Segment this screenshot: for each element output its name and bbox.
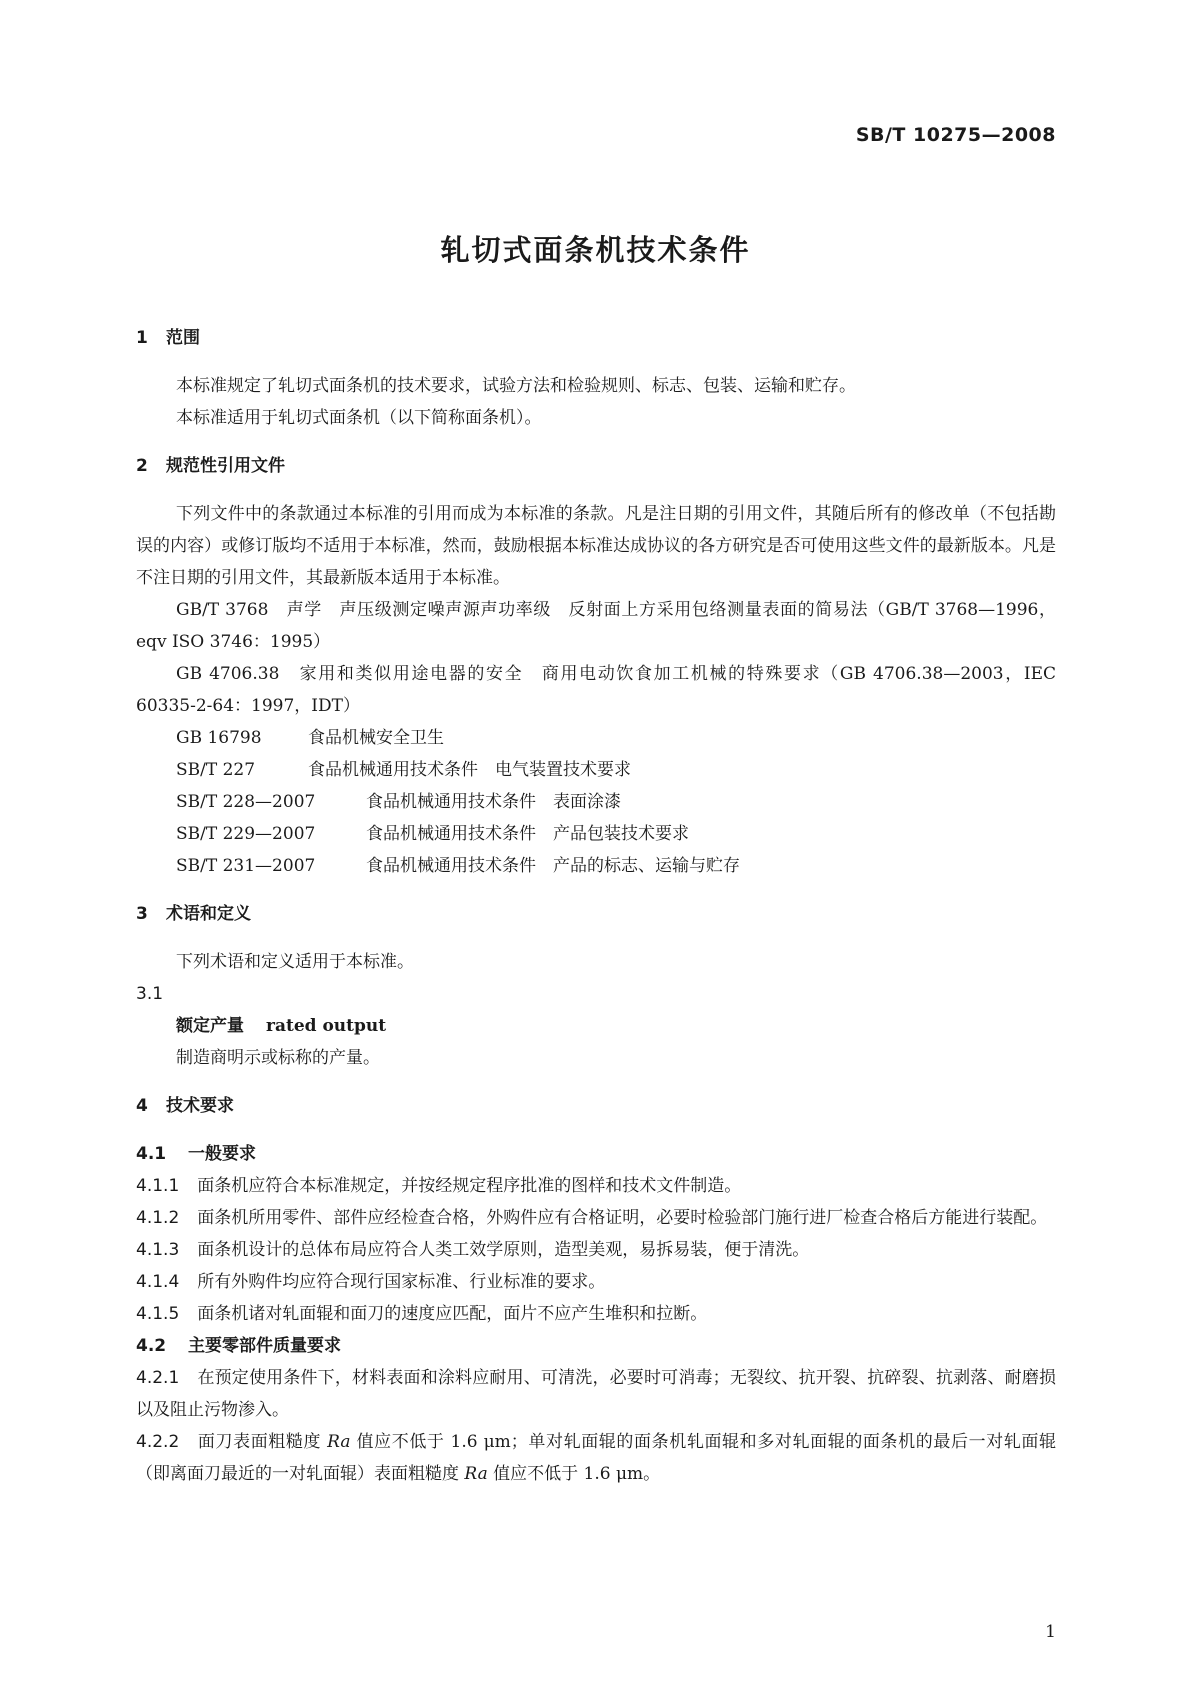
- reference-code: SB/T 229—2007: [176, 824, 316, 844]
- section-heading-1: [136, 322, 1056, 354]
- term-entry: [136, 1010, 1056, 1042]
- clause: [136, 1426, 1056, 1490]
- subsection-number: 4.2: [136, 1336, 167, 1356]
- section-title: 规范性引用文件: [166, 456, 285, 476]
- reference-title: 食品机械通用技术条件 产品的标志、运输与贮存: [366, 856, 740, 876]
- section-number: 1: [136, 328, 148, 348]
- page-number: 1: [1045, 1622, 1056, 1642]
- reference-code: SB/T 228—2007: [176, 792, 316, 812]
- clause-number: 4.1.2: [136, 1208, 180, 1228]
- clause-text-part: 面刀表面粗糙度: [197, 1432, 328, 1452]
- reference-code: SB/T 231—2007: [176, 856, 316, 876]
- section-number: 3: [136, 904, 148, 924]
- document-body: [136, 322, 1056, 1490]
- section-title: 技术要求: [166, 1096, 234, 1116]
- paragraph: 下列文件中的条款通过本标准的引用而成为本标准的条款。凡是注日期的引用文件，其随后所有的修改单（不包括勘误的内容）或修订版均不适用于本标准，然而，鼓励根据本标准达成协议的各方研究是否可使用这些文件的最新版本。凡是不注日期的引用文件，其最新版本适用于本标准。: [136, 504, 1056, 588]
- clause: [136, 1362, 1056, 1426]
- subsection-title: 主要零部件质量要求: [188, 1336, 341, 1356]
- reference-title: 食品机械通用技术条件 电气装置技术要求: [308, 760, 631, 780]
- clause: [136, 1298, 1056, 1330]
- clause-number: 4.2.2: [136, 1432, 180, 1452]
- clause-number: 4.1.3: [136, 1240, 180, 1260]
- reference-title: 食品机械通用技术条件 表面涂漆: [366, 792, 621, 812]
- clause: [136, 1170, 1056, 1202]
- reference-entry: [136, 818, 1056, 850]
- reference-entry: GB/T 3768 声学 声压级测定噪声源声功率级 反射面上方采用包络测量表面的简易法（GB/T 3768—1996，eqv ISO 3746：1995）: [136, 600, 1056, 652]
- clause-number: 4.1.5: [136, 1304, 180, 1324]
- clause-text: 在预定使用条件下，材料表面和涂料应耐用、可清洗，必要时可消毒；无裂纹、抗开裂、抗碎裂、抗剥落、耐磨损以及阻止污物渗入。: [136, 1368, 1056, 1420]
- section-heading-4: [136, 1090, 1056, 1122]
- section-number: 4: [136, 1096, 148, 1116]
- reference-entry: [136, 722, 1056, 754]
- clause-number: 4.1.1: [136, 1176, 180, 1196]
- clause-text: 面条机所用零件、部件应经检查合格，外购件应有合格证明，必要时检验部门施行进厂检查合格后方能进行装配。: [197, 1208, 1048, 1228]
- roughness-symbol: Ra: [464, 1464, 488, 1484]
- clause: [136, 1234, 1056, 1266]
- clause-number: 4.2.1: [136, 1368, 180, 1388]
- section-title: 范围: [166, 328, 200, 348]
- term-english: rated output: [266, 1016, 387, 1036]
- clause-text-part: 值应不低于 1.6 μm；单对轧面辊的面条机轧面辊和多对轧面辊的面条机的最后一对轧面辊（即离面刀最近的一对轧面辊）表面粗糙度: [136, 1432, 1057, 1484]
- clause-text-part: 值应不低于 1.6 μm。: [487, 1464, 661, 1484]
- subsection-title: 一般要求: [188, 1144, 256, 1164]
- reference-entry: GB 4706.38 家用和类似用途电器的安全 商用电动饮食加工机械的特殊要求（GB 4706.38—2003，IEC 60335-2-64：1997，IDT）: [136, 664, 1056, 716]
- reference-title: 食品机械安全卫生: [308, 728, 444, 748]
- clause-text: 面条机应符合本标准规定，并按经规定程序批准的图样和技术文件制造。: [197, 1176, 742, 1196]
- paragraph: 本标准适用于轧切式面条机（以下简称面条机）。: [176, 408, 542, 428]
- subsection-heading-4-1: [136, 1138, 1056, 1170]
- clause-text: 面条机设计的总体布局应符合人类工效学原则，造型美观，易拆易装，便于清洗。: [197, 1240, 810, 1260]
- clause-number: 4.1.4: [136, 1272, 180, 1292]
- reference-code: SB/T 227: [176, 760, 256, 780]
- term-definition: 制造商明示或标称的产量。: [176, 1048, 380, 1068]
- paragraph: 下列术语和定义适用于本标准。: [176, 952, 414, 972]
- subsection-number: 4.1: [136, 1144, 167, 1164]
- reference-entry: [136, 754, 1056, 786]
- roughness-symbol: Ra: [327, 1432, 351, 1452]
- section-title: 术语和定义: [166, 904, 251, 924]
- clause-text: 所有外购件均应符合现行国家标准、行业标准的要求。: [197, 1272, 606, 1292]
- reference-entry: [136, 786, 1056, 818]
- reference-title: 食品机械通用技术条件 产品包装技术要求: [366, 824, 689, 844]
- section-number: 2: [136, 456, 148, 476]
- document-title: 轧切式面条机技术条件: [440, 233, 751, 267]
- clause-text: 面条机诸对轧面辊和面刀的速度应匹配，面片不应产生堆积和拉断。: [197, 1304, 708, 1324]
- clause: [136, 1266, 1056, 1298]
- section-heading-2: [136, 450, 1056, 482]
- reference-entry: [136, 850, 1056, 882]
- section-heading-3: [136, 898, 1056, 930]
- paragraph: 本标准规定了轧切式面条机的技术要求，试验方法和检验规则、标志、包装、运输和贮存。: [176, 376, 856, 396]
- standard-code: SB/T 10275—2008: [855, 124, 1056, 146]
- clause: [136, 1202, 1056, 1234]
- term-number: 3.1: [136, 984, 164, 1004]
- reference-code: GB 16798: [176, 728, 262, 748]
- term-chinese: 额定产量: [176, 1016, 244, 1036]
- subsection-heading-4-2: [136, 1330, 1056, 1362]
